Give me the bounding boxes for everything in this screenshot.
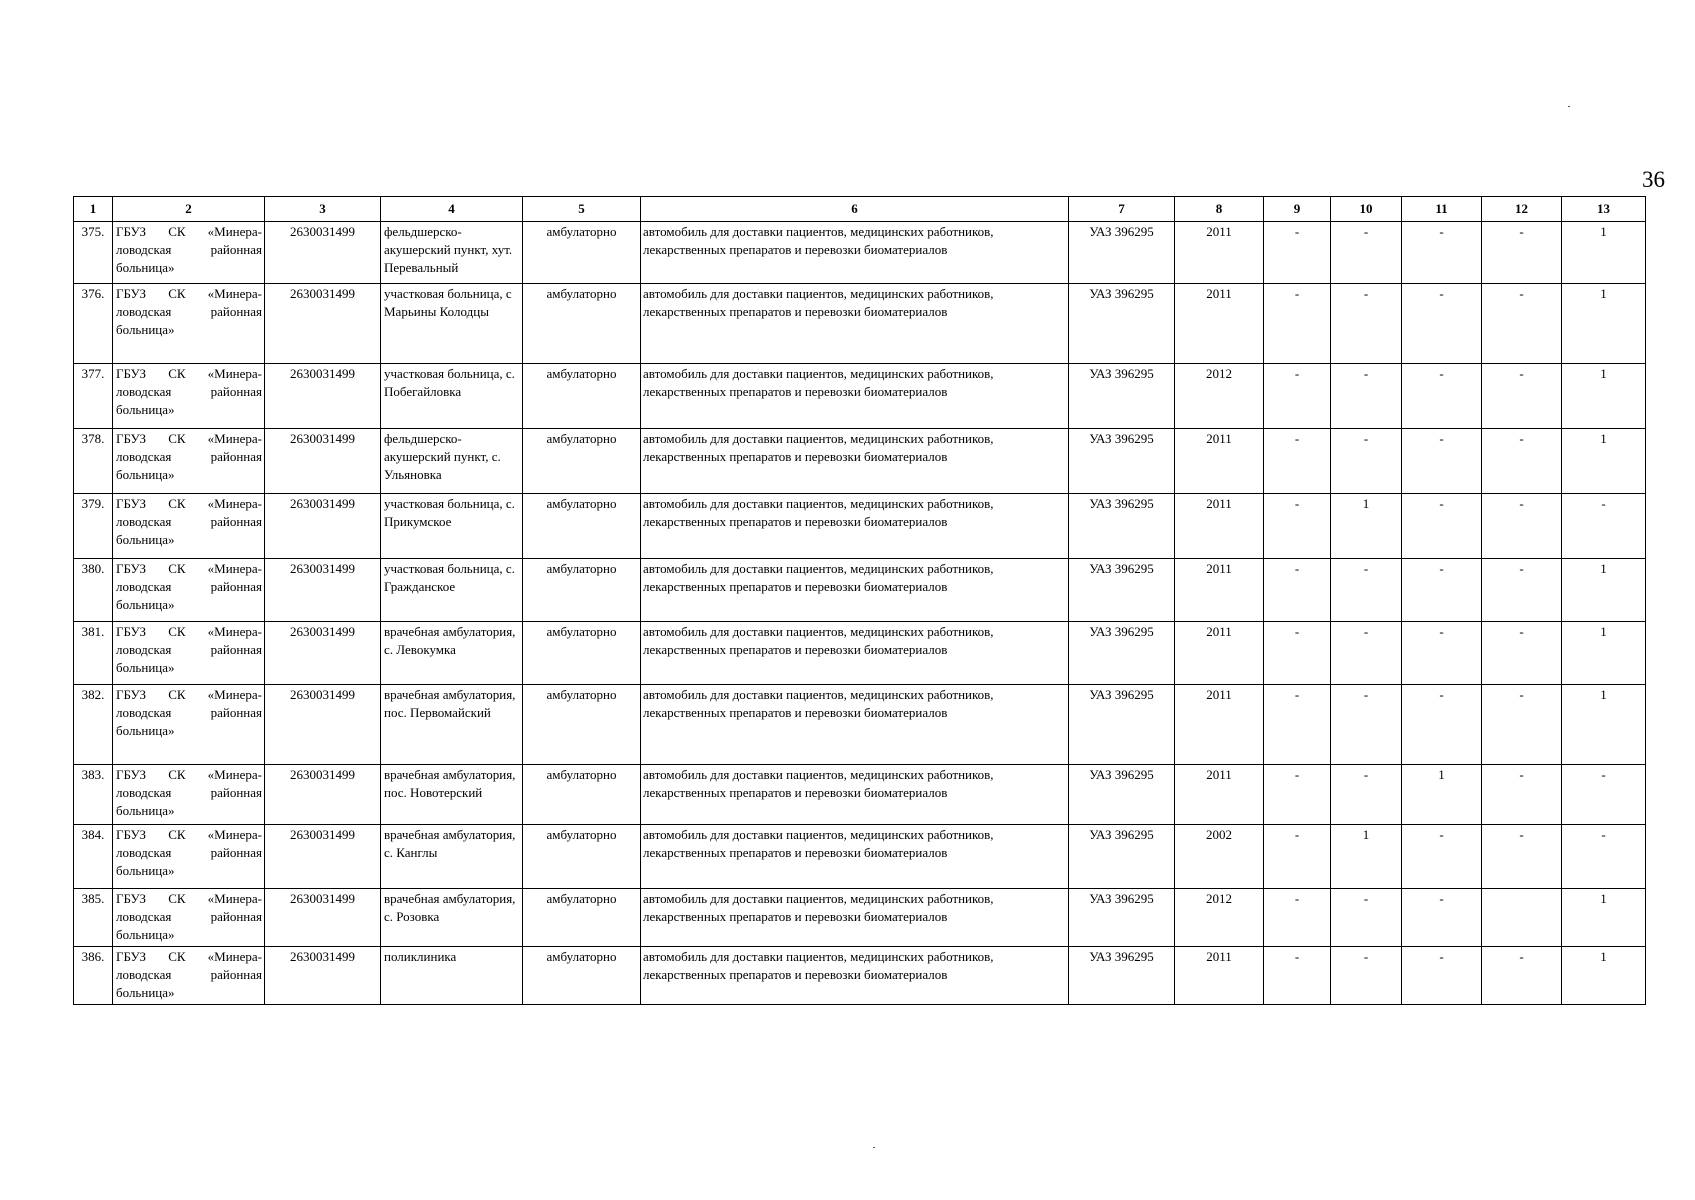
table-row — [74, 765, 1646, 825]
inn-cell: 2630031499 — [265, 284, 381, 364]
vehicle-year-cell: 2011 — [1175, 947, 1264, 1005]
organization-word: ловодская — [116, 967, 172, 982]
count-col-13: 1 — [1562, 622, 1646, 685]
organization-word: ГБУЗ — [116, 496, 147, 511]
inn-cell: 2630031499 — [265, 622, 381, 685]
organization-cell — [113, 622, 265, 685]
page-number: 36 — [1642, 167, 1665, 192]
organization-line — [116, 784, 262, 802]
vehicle-year-cell: 2011 — [1175, 494, 1264, 559]
row-number: 384. — [74, 825, 113, 889]
organization-word: ГБУЗ — [116, 366, 147, 381]
organization-word: районная — [210, 514, 262, 529]
service-mode-cell: амбулаторно — [523, 429, 641, 494]
count-col-12 — [1482, 889, 1562, 947]
organization-word: ГБУЗ — [116, 431, 147, 446]
count-col-13: 1 — [1562, 947, 1646, 1005]
organization-word: «Минера- — [207, 286, 262, 301]
vehicle-purpose-cell: автомобиль для доставки пациентов, медицинских работников, лекарственных препаратов и перевозки биоматериалов — [641, 685, 1069, 765]
service-mode-cell: амбулаторно — [523, 825, 641, 889]
organization-word: «Минера- — [207, 366, 262, 381]
count-col-9: - — [1264, 622, 1331, 685]
count-col-10: - — [1331, 222, 1402, 284]
count-col-12: - — [1482, 429, 1562, 494]
organization-line — [116, 285, 262, 303]
organization-word: районная — [210, 909, 262, 924]
table-row — [74, 889, 1646, 947]
organization-word: СК — [168, 827, 186, 842]
organization-line — [116, 686, 262, 704]
organization-word: СК — [168, 224, 186, 239]
column-header: 5 — [523, 197, 641, 222]
vehicle-model-cell: УАЗ 396295 — [1069, 825, 1175, 889]
count-col-10: - — [1331, 685, 1402, 765]
organization-line — [116, 495, 262, 513]
service-mode-cell: амбулаторно — [523, 222, 641, 284]
subdivision-cell: врачебная амбулатория, пос. Новотерский — [381, 765, 523, 825]
count-col-12: - — [1482, 685, 1562, 765]
row-number: 383. — [74, 765, 113, 825]
count-col-10: 1 — [1331, 825, 1402, 889]
service-mode-cell: амбулаторно — [523, 622, 641, 685]
organization-word: «Минера- — [207, 624, 262, 639]
vehicle-model-cell: УАЗ 396295 — [1069, 685, 1175, 765]
count-col-13: - — [1562, 825, 1646, 889]
organization-word: «Минера- — [207, 827, 262, 842]
organization-line — [116, 560, 262, 578]
organization-word: районная — [210, 384, 262, 399]
organization-word: ловодская — [116, 514, 172, 529]
service-mode-cell: амбулаторно — [523, 559, 641, 622]
vehicle-model-cell: УАЗ 396295 — [1069, 559, 1175, 622]
count-col-13: 1 — [1562, 685, 1646, 765]
count-col-12: - — [1482, 622, 1562, 685]
organization-word: ловодская — [116, 384, 172, 399]
count-col-12: - — [1482, 559, 1562, 622]
table-row — [74, 622, 1646, 685]
count-col-10: - — [1331, 889, 1402, 947]
vehicle-model-cell: УАЗ 396295 — [1069, 494, 1175, 559]
row-number: 377. — [74, 364, 113, 429]
count-col-9: - — [1264, 685, 1331, 765]
organization-word: районная — [210, 579, 262, 594]
count-col-10: - — [1331, 429, 1402, 494]
organization-word: СК — [168, 561, 186, 576]
inn-cell: 2630031499 — [265, 889, 381, 947]
subdivision-cell: фельдшерско-акушерский пункт, с. Ульяновка — [381, 429, 523, 494]
organization-line — [116, 448, 262, 466]
organization-word: «Минера- — [207, 431, 262, 446]
organization-word: ловодская — [116, 909, 172, 924]
column-header: 6 — [641, 197, 1069, 222]
organization-word: СК — [168, 431, 186, 446]
organization-word: ловодская — [116, 705, 172, 720]
subdivision-cell: врачебная амбулатория, с. Розовка — [381, 889, 523, 947]
count-col-9: - — [1264, 364, 1331, 429]
column-header: 13 — [1562, 197, 1646, 222]
vehicle-purpose-cell: автомобиль для доставки пациентов, медицинских работников, лекарственных препаратов и перевозки биоматериалов — [641, 765, 1069, 825]
count-col-9: - — [1264, 947, 1331, 1005]
organization-line — [116, 766, 262, 784]
inn-cell: 2630031499 — [265, 429, 381, 494]
count-col-12: - — [1482, 825, 1562, 889]
subdivision-cell: врачебная амбулатория, с. Канглы — [381, 825, 523, 889]
count-col-13: 1 — [1562, 429, 1646, 494]
count-col-10: 1 — [1331, 494, 1402, 559]
count-col-11: - — [1402, 685, 1482, 765]
vehicle-year-cell: 2012 — [1175, 889, 1264, 947]
vehicle-purpose-cell: автомобиль для доставки пациентов, медицинских работников, лекарственных препаратов и перевозки биоматериалов — [641, 222, 1069, 284]
count-col-13: 1 — [1562, 364, 1646, 429]
row-number: 378. — [74, 429, 113, 494]
organization-line — [116, 513, 262, 531]
count-col-11: - — [1402, 947, 1482, 1005]
inn-cell: 2630031499 — [265, 685, 381, 765]
organization-line — [116, 303, 262, 321]
vehicle-year-cell: 2011 — [1175, 622, 1264, 685]
service-mode-cell: амбулаторно — [523, 494, 641, 559]
organization-line — [116, 704, 262, 722]
organization-word: «Минера- — [207, 767, 262, 782]
organization-line — [116, 430, 262, 448]
subdivision-cell: участковая больница, с. Прикумское — [381, 494, 523, 559]
organization-word: больница» — [116, 467, 175, 482]
count-col-10: - — [1331, 765, 1402, 825]
count-col-12: - — [1482, 494, 1562, 559]
count-col-11: - — [1402, 559, 1482, 622]
table-row — [74, 429, 1646, 494]
organization-cell — [113, 765, 265, 825]
row-number: 376. — [74, 284, 113, 364]
count-col-11: - — [1402, 825, 1482, 889]
organization-cell — [113, 889, 265, 947]
row-number: 379. — [74, 494, 113, 559]
organization-word: больница» — [116, 597, 175, 612]
vehicle-model-cell: УАЗ 396295 — [1069, 947, 1175, 1005]
subdivision-cell: участковая больница, с Марьины Колодцы — [381, 284, 523, 364]
table-row — [74, 559, 1646, 622]
count-col-10: - — [1331, 947, 1402, 1005]
organization-word: ловодская — [116, 642, 172, 657]
organization-word: ГБУЗ — [116, 767, 147, 782]
vehicle-purpose-cell: автомобиль для доставки пациентов, медицинских работников, лекарственных препаратов и перевозки биоматериалов — [641, 622, 1069, 685]
service-mode-cell: амбулаторно — [523, 364, 641, 429]
organization-word: больница» — [116, 660, 175, 675]
table-body — [74, 222, 1646, 1005]
organization-word: СК — [168, 624, 186, 639]
vehicle-model-cell: УАЗ 396295 — [1069, 222, 1175, 284]
organization-line — [116, 908, 262, 926]
organization-line — [116, 890, 262, 908]
count-col-13: 1 — [1562, 222, 1646, 284]
organization-word: «Минера- — [207, 496, 262, 511]
organization-word: ГБУЗ — [116, 891, 147, 906]
organization-word: ГБУЗ — [116, 949, 147, 964]
vehicle-purpose-cell: автомобиль для доставки пациентов, медицинских работников, лекарственных препаратов и перевозки биоматериалов — [641, 429, 1069, 494]
organization-word: районная — [210, 304, 262, 319]
organization-word: СК — [168, 767, 186, 782]
count-col-12: - — [1482, 222, 1562, 284]
inn-cell: 2630031499 — [265, 494, 381, 559]
organization-word: больница» — [116, 803, 175, 818]
organization-cell — [113, 494, 265, 559]
vehicle-purpose-cell: автомобиль для доставки пациентов, медицинских работников, лекарственных препаратов и перевозки биоматериалов — [641, 284, 1069, 364]
organization-line — [116, 623, 262, 641]
organization-word: ловодская — [116, 304, 172, 319]
table-row — [74, 222, 1646, 284]
vehicle-registry-table-wrap — [73, 196, 1645, 1005]
organization-word: районная — [210, 845, 262, 860]
column-header: 4 — [381, 197, 523, 222]
organization-cell — [113, 685, 265, 765]
organization-word: больница» — [116, 532, 175, 547]
row-number: 380. — [74, 559, 113, 622]
column-header: 12 — [1482, 197, 1562, 222]
vehicle-year-cell: 2011 — [1175, 765, 1264, 825]
row-number: 386. — [74, 947, 113, 1005]
subdivision-cell: участковая больница, с. Побегайловка — [381, 364, 523, 429]
organization-word: ловодская — [116, 449, 172, 464]
count-col-9: - — [1264, 429, 1331, 494]
service-mode-cell: амбулаторно — [523, 889, 641, 947]
organization-word: районная — [210, 967, 262, 982]
count-col-9: - — [1264, 825, 1331, 889]
count-col-11: - — [1402, 429, 1482, 494]
vehicle-model-cell: УАЗ 396295 — [1069, 429, 1175, 494]
count-col-13: - — [1562, 494, 1646, 559]
organization-word: ГБУЗ — [116, 624, 147, 639]
vehicle-model-cell: УАЗ 396295 — [1069, 889, 1175, 947]
count-col-9: - — [1264, 494, 1331, 559]
subdivision-cell: врачебная амбулатория, с. Левокумка — [381, 622, 523, 685]
count-col-11: - — [1402, 222, 1482, 284]
vehicle-purpose-cell: автомобиль для доставки пациентов, медицинских работников, лекарственных препаратов и перевозки биоматериалов — [641, 889, 1069, 947]
table-row — [74, 494, 1646, 559]
vehicle-year-cell: 2011 — [1175, 685, 1264, 765]
organization-word: районная — [210, 705, 262, 720]
count-col-9: - — [1264, 284, 1331, 364]
organization-word: больница» — [116, 260, 175, 275]
vehicle-registry-table — [73, 196, 1646, 1005]
column-header: 9 — [1264, 197, 1331, 222]
organization-word: ГБУЗ — [116, 561, 147, 576]
organization-word: ловодская — [116, 845, 172, 860]
count-col-9: - — [1264, 889, 1331, 947]
column-header: 7 — [1069, 197, 1175, 222]
vehicle-model-cell: УАЗ 396295 — [1069, 284, 1175, 364]
organization-line — [116, 383, 262, 401]
count-col-10: - — [1331, 284, 1402, 364]
organization-word: ГБУЗ — [116, 687, 147, 702]
service-mode-cell: амбулаторно — [523, 284, 641, 364]
organization-line — [116, 826, 262, 844]
vehicle-year-cell: 2012 — [1175, 364, 1264, 429]
count-col-12: - — [1482, 947, 1562, 1005]
organization-line — [116, 844, 262, 862]
organization-cell — [113, 429, 265, 494]
vehicle-purpose-cell: автомобиль для доставки пациентов, медицинских работников, лекарственных препаратов и перевозки биоматериалов — [641, 947, 1069, 1005]
organization-cell — [113, 559, 265, 622]
organization-cell — [113, 364, 265, 429]
table-row — [74, 364, 1646, 429]
inn-cell: 2630031499 — [265, 947, 381, 1005]
organization-line — [116, 966, 262, 984]
organization-word: ГБУЗ — [116, 224, 147, 239]
organization-word: «Минера- — [207, 891, 262, 906]
inn-cell: 2630031499 — [265, 825, 381, 889]
table-row — [74, 825, 1646, 889]
organization-word: «Минера- — [207, 687, 262, 702]
organization-cell — [113, 284, 265, 364]
table-row — [74, 947, 1646, 1005]
organization-line — [116, 241, 262, 259]
scan-speck — [1568, 106, 1570, 107]
subdivision-cell: поликлиника — [381, 947, 523, 1005]
count-col-12: - — [1482, 364, 1562, 429]
count-col-10: - — [1331, 559, 1402, 622]
organization-word: районная — [210, 449, 262, 464]
vehicle-year-cell: 2011 — [1175, 429, 1264, 494]
vehicle-purpose-cell: автомобиль для доставки пациентов, медицинских работников, лекарственных препаратов и перевозки биоматериалов — [641, 559, 1069, 622]
vehicle-year-cell: 2011 — [1175, 222, 1264, 284]
vehicle-year-cell: 2002 — [1175, 825, 1264, 889]
count-col-11: - — [1402, 364, 1482, 429]
organization-word: ГБУЗ — [116, 827, 147, 842]
organization-word: «Минера- — [207, 561, 262, 576]
row-number: 375. — [74, 222, 113, 284]
organization-line — [116, 578, 262, 596]
organization-word: районная — [210, 242, 262, 257]
count-col-12: - — [1482, 284, 1562, 364]
organization-word: ГБУЗ — [116, 286, 147, 301]
organization-word: «Минера- — [207, 949, 262, 964]
count-col-9: - — [1264, 559, 1331, 622]
count-col-11: 1 — [1402, 765, 1482, 825]
organization-line — [116, 365, 262, 383]
count-col-11: - — [1402, 494, 1482, 559]
count-col-10: - — [1331, 364, 1402, 429]
scan-speck — [873, 1147, 875, 1148]
organization-word: ловодская — [116, 785, 172, 800]
organization-word: больница» — [116, 985, 175, 1000]
subdivision-cell: участковая больница, с. Гражданское — [381, 559, 523, 622]
inn-cell: 2630031499 — [265, 364, 381, 429]
count-col-12: - — [1482, 765, 1562, 825]
count-col-9: - — [1264, 222, 1331, 284]
row-number: 385. — [74, 889, 113, 947]
vehicle-purpose-cell: автомобиль для доставки пациентов, медицинских работников, лекарственных препаратов и перевозки биоматериалов — [641, 494, 1069, 559]
organization-cell — [113, 222, 265, 284]
column-header: 3 — [265, 197, 381, 222]
vehicle-model-cell: УАЗ 396295 — [1069, 364, 1175, 429]
vehicle-year-cell: 2011 — [1175, 284, 1264, 364]
organization-word: «Минера- — [207, 224, 262, 239]
service-mode-cell: амбулаторно — [523, 685, 641, 765]
vehicle-purpose-cell: автомобиль для доставки пациентов, медицинских работников, лекарственных препаратов и перевозки биоматериалов — [641, 825, 1069, 889]
count-col-11: - — [1402, 622, 1482, 685]
organization-word: ловодская — [116, 242, 172, 257]
organization-word: районная — [210, 785, 262, 800]
organization-word: больница» — [116, 723, 175, 738]
vehicle-model-cell: УАЗ 396295 — [1069, 622, 1175, 685]
organization-word: больница» — [116, 402, 175, 417]
count-col-10: - — [1331, 622, 1402, 685]
header-row — [74, 197, 1646, 222]
subdivision-cell: врачебная амбулатория, пос. Первомайский — [381, 685, 523, 765]
row-number: 381. — [74, 622, 113, 685]
count-col-11: - — [1402, 889, 1482, 947]
vehicle-year-cell: 2011 — [1175, 559, 1264, 622]
count-col-13: 1 — [1562, 284, 1646, 364]
count-col-13: - — [1562, 765, 1646, 825]
column-header: 8 — [1175, 197, 1264, 222]
count-col-11: - — [1402, 284, 1482, 364]
vehicle-purpose-cell: автомобиль для доставки пациентов, медицинских работников, лекарственных препаратов и перевозки биоматериалов — [641, 364, 1069, 429]
table-row — [74, 685, 1646, 765]
column-header: 10 — [1331, 197, 1402, 222]
inn-cell: 2630031499 — [265, 222, 381, 284]
organization-word: СК — [168, 949, 186, 964]
count-col-13: 1 — [1562, 889, 1646, 947]
organization-word: больница» — [116, 322, 175, 337]
table-row — [74, 284, 1646, 364]
column-header: 1 — [74, 197, 113, 222]
row-number: 382. — [74, 685, 113, 765]
organization-line — [116, 223, 262, 241]
service-mode-cell: амбулаторно — [523, 947, 641, 1005]
organization-line — [116, 948, 262, 966]
organization-word: больница» — [116, 927, 175, 942]
organization-word: СК — [168, 366, 186, 381]
service-mode-cell: амбулаторно — [523, 765, 641, 825]
inn-cell: 2630031499 — [265, 765, 381, 825]
count-col-9: - — [1264, 765, 1331, 825]
organization-word: ловодская — [116, 579, 172, 594]
organization-cell — [113, 947, 265, 1005]
column-header: 11 — [1402, 197, 1482, 222]
organization-word: СК — [168, 286, 186, 301]
column-header: 2 — [113, 197, 265, 222]
inn-cell: 2630031499 — [265, 559, 381, 622]
subdivision-cell: фельдшерско-акушерский пункт, хут. Перевальный — [381, 222, 523, 284]
organization-line — [116, 641, 262, 659]
organization-word: СК — [168, 687, 186, 702]
count-col-13: 1 — [1562, 559, 1646, 622]
organization-cell — [113, 825, 265, 889]
organization-word: больница» — [116, 863, 175, 878]
organization-word: районная — [210, 642, 262, 657]
organization-word: СК — [168, 496, 186, 511]
organization-word: СК — [168, 891, 186, 906]
vehicle-model-cell: УАЗ 396295 — [1069, 765, 1175, 825]
